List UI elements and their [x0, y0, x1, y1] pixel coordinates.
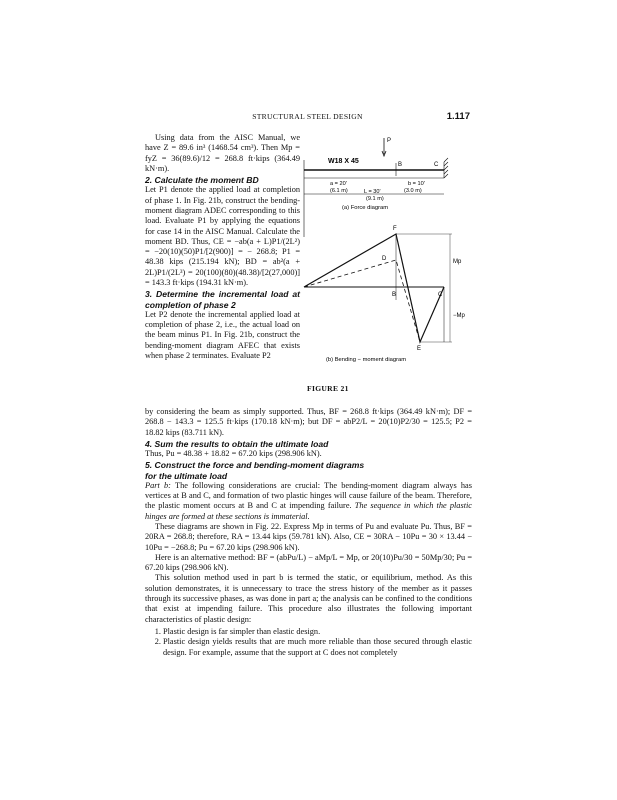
part-b-lead: Part b: [145, 480, 171, 490]
left-column [145, 133, 300, 361]
dim-a-label: a = 20' [330, 181, 347, 187]
full-width-text [145, 407, 472, 658]
force-label-b: B [398, 162, 403, 168]
support-c-hatch [444, 170, 448, 174]
load-label: P [387, 138, 392, 144]
bending-moment-diagram [302, 226, 466, 363]
dim-l-label: L = 30' [364, 189, 381, 195]
page-number: 1.117 [446, 111, 470, 122]
diagrams-paragraph: These diagrams are shown in Fig. 22. Express Mp in terms of Pu and evaluate Pu. Thus, BF = 20RA = 268.8; therefore, RA = 13.44 kips (59.781 kN). Also, CE = 30RA − 10Pu = 30 × 13.44 − 10Pu = −268.8; Pu = 67.20 kips (298.906 kN). [145, 521, 472, 552]
support-c-hatch [444, 162, 448, 166]
part-b-text: The following considerations are crucial: The bending-moment diagram always has vertices at B and C, and formation of two plastic hinges will cause failure of the beam. Therefore, the plastic moment occurs at B and C at impending failure. [145, 480, 472, 511]
step-2-heading: 2. Calculate the moment BD [145, 175, 259, 186]
moment-curve-adec [304, 260, 420, 342]
part-b-paragraph [145, 481, 472, 522]
step-4-heading: 4. Sum the results to obtain the ultimate load [145, 438, 329, 449]
intro-paragraph: Using data from the AISC Manual, we have Z = 89.6 in³ (1468.54 cm³). Then Mp = fyZ = 36(89.6)/12 = 268.8 ft·kips (364.49 kN·m). [145, 133, 300, 173]
moment-label-c: C [438, 292, 443, 298]
step-3-continuation: by considering the beam as simply supported. Thus, BF = 268.8 ft·kips (364.49 kN·m); DF = 268.8 − 143.3 = 125.5 ft·kips (170.18 kN·m); but DF = abP2/L = 20(10)P2/30 = 125.5; P2 = 18.82 kips (83.711 kN). [145, 407, 472, 437]
mp-label: Mp [453, 259, 462, 265]
list-item: 1. Plastic design is far simpler than elastic design. [163, 627, 472, 637]
step-3-text: Let P2 denote the incremental applied load at completion of phase 2, i.e., the actual load on the beam minus P1. In Fig. 21b, construct the bending-moment diagram AFEC that exists when phase 2 terminates. Evaluate P2 [145, 309, 300, 360]
figure-21-drawing [302, 132, 474, 382]
dim-b-metric: (3.0 m) [404, 188, 422, 194]
force-diagram-subcaption: (a) Force diagram [342, 205, 389, 211]
support-c-hatch [444, 174, 448, 178]
running-title: STRUCTURAL STEEL DESIGN [252, 112, 363, 121]
moment-label-e: E [417, 346, 422, 352]
part-b-italic: The sequence in which the plastic hinges are formed at these sections is immaterial. [145, 501, 472, 521]
step-4-text: Thus, Pu = 48.38 + 18.82 = 67.20 kips (298.906 kN). [145, 449, 322, 459]
support-c-hatch [444, 166, 448, 170]
moment-label-f: F [393, 226, 397, 232]
dim-a-metric: (6.1 m) [330, 188, 348, 194]
dim-l-metric: (9.1 m) [366, 196, 384, 202]
static-method-paragraph: This solution method used in part b is termed the static, or equilibrium, method. As this solution demonstrates, it is unnecessary to trace the stress history of the member as it passes through its successive phases, as was done in part a; the analysis can be confined to the conditions that exist at impending failure. This procedure also illustrates the following important characteristics of plastic design: [145, 573, 472, 624]
dim-b-label: b = 10' [408, 181, 425, 187]
neg-mp-label: −Mp [453, 313, 465, 319]
figure-21 [302, 132, 474, 382]
list-item: 2. Plastic design yields results that are much more reliable than those secured through elastic design. For example, assume that the support at C does not completely [163, 637, 472, 658]
step-5-heading-line-2: for the ultimate load [145, 470, 228, 481]
step-5-heading-line-1: 5. Construct the force and bending-moment diagrams [145, 460, 365, 471]
moment-label-b: B [392, 292, 397, 298]
moment-diagram-subcaption: (b) Bending − moment diagram [326, 357, 407, 363]
section-label: W18 X 45 [328, 158, 359, 165]
step-3-heading: 3. Determine the incremental load at completion of phase 2 [145, 289, 300, 310]
alternative-method-paragraph: Here is an alternative method: BF = (abPu/L) − aMp/L = Mp, or 20(10)Pu/30 = 50Mp/30; Pu = 67.20 kips (298.906 kN). [145, 552, 472, 573]
figure-caption: FIGURE 21 [307, 384, 349, 393]
force-label-c: C [434, 162, 439, 168]
force-diagram [302, 138, 448, 237]
support-c-hatch [444, 158, 448, 162]
moment-curve-afec [304, 234, 444, 342]
step-2-text: Let P1 denote the applied load at completion of phase 1. In Fig. 21b, construct the bending-moment diagram ADEC corresponding to this load. Evaluate P1 by applying the equations for case 14 in the AISC Manual. Calculate the moment BD. Thus, CE = −ab(a + L)P1/(2L²) = −20(10)(50)P1/[2(900)] = − 268.8; P1 = 48.38 kips (215.194 kN); BD = ab²(a + 2L)P1/(2L³) = 20(100)(80)(48.38)/[2(27,000)] = 143.3 ft·kips (194.31 kN·m). [145, 185, 300, 288]
characteristics-list [145, 627, 472, 658]
moment-label-d: D [382, 256, 387, 262]
step-5-heading [145, 460, 472, 480]
